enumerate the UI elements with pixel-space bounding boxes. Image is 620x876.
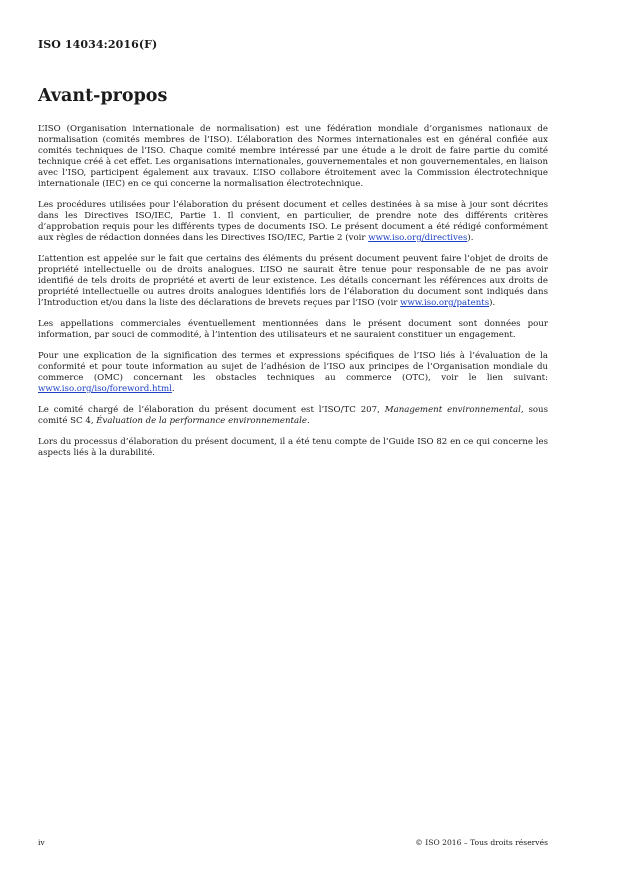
paragraph-text: Les procédures utilisées pour l’élaboration du présent document et celles destinées à sa mise à jour sont décrites dans les Directives ISO/IEC, Partie 1. Il convient, en particulier, de prendre note des différents critères d’approbation requis pour les différents types de documents ISO. Le présent document a été rédigé conformément aux règles de rédaction données dans les Directives ISO/IEC, Partie 2 (voir [38, 200, 548, 243]
paragraph-text: Pour une explication de la signification des termes et expressions spécifiques de l’ISO liés à l’évaluation de la conformité et pour toute information au sujet de l’adhésion de l’ISO aux principes de l’Organisation mondiale du commerce (OMC) concernant les obstacles techniques au commerce (OTC), voir le lien suivant: [38, 351, 548, 383]
paragraph-iso-intro [38, 124, 548, 190]
paragraph-text: Les appellations commerciales éventuellement mentionnées dans le présent document sont données pour information, par souci de commodité, à l’intention des utilisateurs et ne sauraient constituer un engagement. [38, 319, 548, 340]
paragraph-text: L’attention est appelée sur le fait que certains des éléments du présent document peuvent faire l’objet de droits de propriété intellectuelle ou de droits analogues. L’ISO ne saurait être tenue pour responsable de ne pas avoir identifié de tels droits de propriété et averti de leur existence. Les détails concernant les références aux droits de propriété intellectuelle ou autres droits analogues identifiés lors de l’élaboration du document sont indiqués dans l’Introduction et/ou dans la liste des déclarations de brevets reçues par l’ISO (voir [38, 254, 548, 308]
foreword-link[interactable]: www.iso.org/iso/foreword.html [38, 384, 172, 394]
paragraph-patents [38, 254, 548, 309]
directives-link[interactable]: www.iso.org/directives [368, 233, 468, 243]
document-identifier: ISO 14034:2016(F) [38, 38, 158, 51]
foreword-body [38, 124, 548, 469]
copyright-notice: © ISO 2016 – Tous droits réservés [415, 838, 548, 847]
committee-name: Management environnemental [384, 405, 521, 415]
paragraph-text: ). [489, 298, 496, 308]
subcommittee-name: Évaluation de la performance environnementale [96, 416, 307, 426]
section-title: Avant-propos [38, 86, 168, 106]
patents-link[interactable]: www.iso.org/patents [400, 298, 490, 308]
paragraph-sustainability [38, 437, 548, 459]
paragraph-text: . [171, 384, 175, 394]
paragraph-text: ). [467, 233, 474, 243]
paragraph-text: L’ISO (Organisation internationale de normalisation) est une fédération mondiale d’organismes nationaux de normalisation (comités membres de l’ISO). L’élaboration des Normes internationales est en général confiée aux comités techniques de l’ISO. Chaque comité membre intéressé par une étude a le droit de faire partie du comité technique créé à cet effet. Les organisations internationales, gouvernementales et non gouvernementales, en liaison avec l’ISO, participent également aux travaux. L’ISO collabore étroitement avec la Commission électrotechnique internationale (IEC) en ce qui concerne la normalisation électrotechnique. [38, 124, 548, 189]
paragraph-text: . [306, 416, 310, 426]
paragraph-wto [38, 351, 548, 395]
paragraph-committee [38, 405, 548, 427]
paragraph-text: Le comité chargé de l’élaboration du présent document est l’ISO/TC 207, [38, 405, 385, 415]
paragraph-text: , sous comité SC 4, [38, 405, 548, 426]
paragraph-text: Lors du processus d’élaboration du présent document, il a été tenu compte de l’Guide ISO 82 en ce qui concerne les aspects liés à la durabilité. [38, 437, 548, 458]
paragraph-trade-names [38, 319, 548, 341]
paragraph-procedures [38, 200, 548, 244]
page-number: iv [38, 838, 45, 847]
